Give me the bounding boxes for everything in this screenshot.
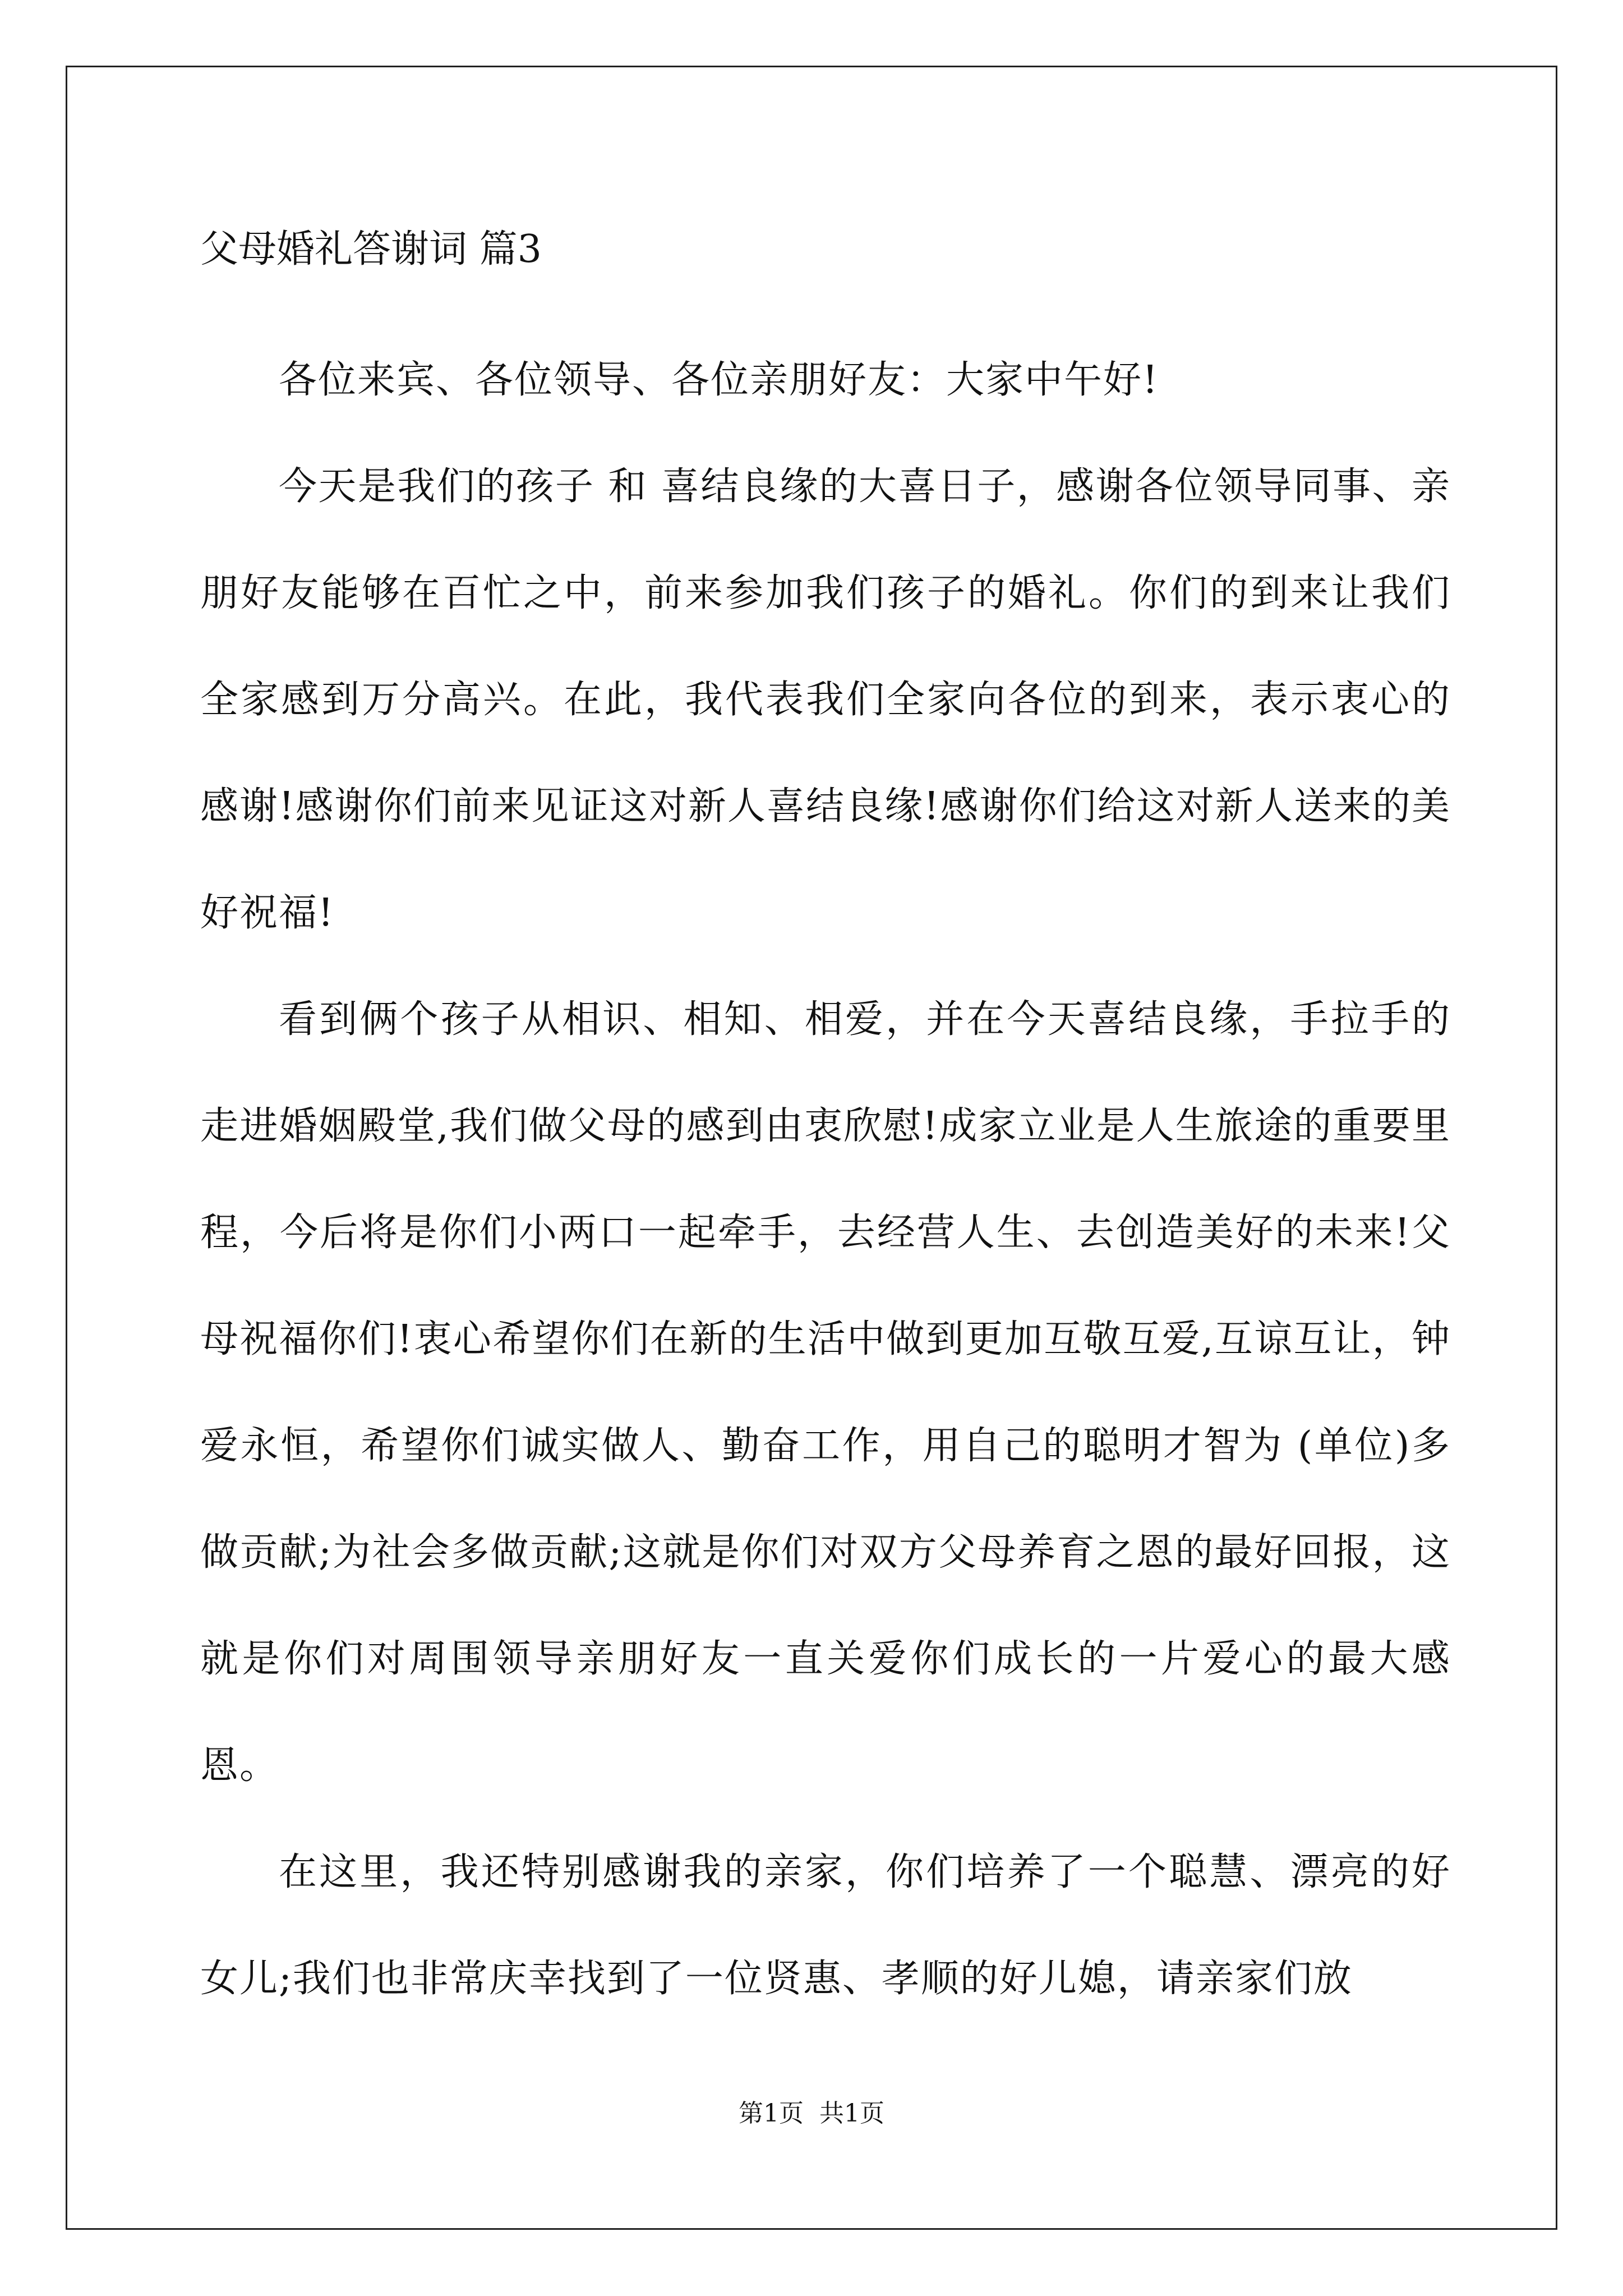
- paragraph-blessing: 看到俩个孩子从相识、相知、相爱，并在今天喜结良缘，手拉手的走进婚姻殿堂,我们做父母的感到由衷欣慰!成家立业是人生旅途的重要里程，今后将是你们小两口一起牵手，去经营人生、去创造美好的未来!父母祝福你们!衷心希望你们在新的生活中做到更加互敬互爱,互谅互让，钟爱永恒，希望你们诚实做人、勤奋工作，用自己的聪明才智为 (单位)多做贡献;为社会多做贡献;这就是你们对双方父母养育之恩的最好回报，这就是你们对周围领导亲朋好友一直关爱你们成长的一片爱心的最大感恩。: [200, 997, 1451, 1788]
- paragraph-thanks: 今天是我们的孩子 和 喜结良缘的大喜日子，感谢各位领导同事、亲朋好友能够在百忙之中，前来参加我们孩子的婚礼。你们的到来让我们全家感到万分高兴。在此，我代表我们全家向各位的到来，表示衷心的感谢!感谢你们前来见证这对新人喜结良缘!感谢你们给这对新人送来的美好祝福!: [200, 464, 1451, 935]
- paragraph-greeting: 各位来宾、各位领导、各位亲朋好友：大家中午好!: [279, 358, 1159, 402]
- paragraph-in-laws: 在这里，我还特别感谢我的亲家，你们培养了一个聪慧、漂亮的好女儿;我们也非常庆幸找到了一位贤惠、孝顺的好儿媳，请亲家们放: [200, 1850, 1451, 2001]
- document-title: 父母婚礼答谢词 篇3: [200, 227, 542, 272]
- page-number-footer: 第1页 共1页: [739, 2099, 884, 2128]
- document-body: [200, 222, 1451, 2032]
